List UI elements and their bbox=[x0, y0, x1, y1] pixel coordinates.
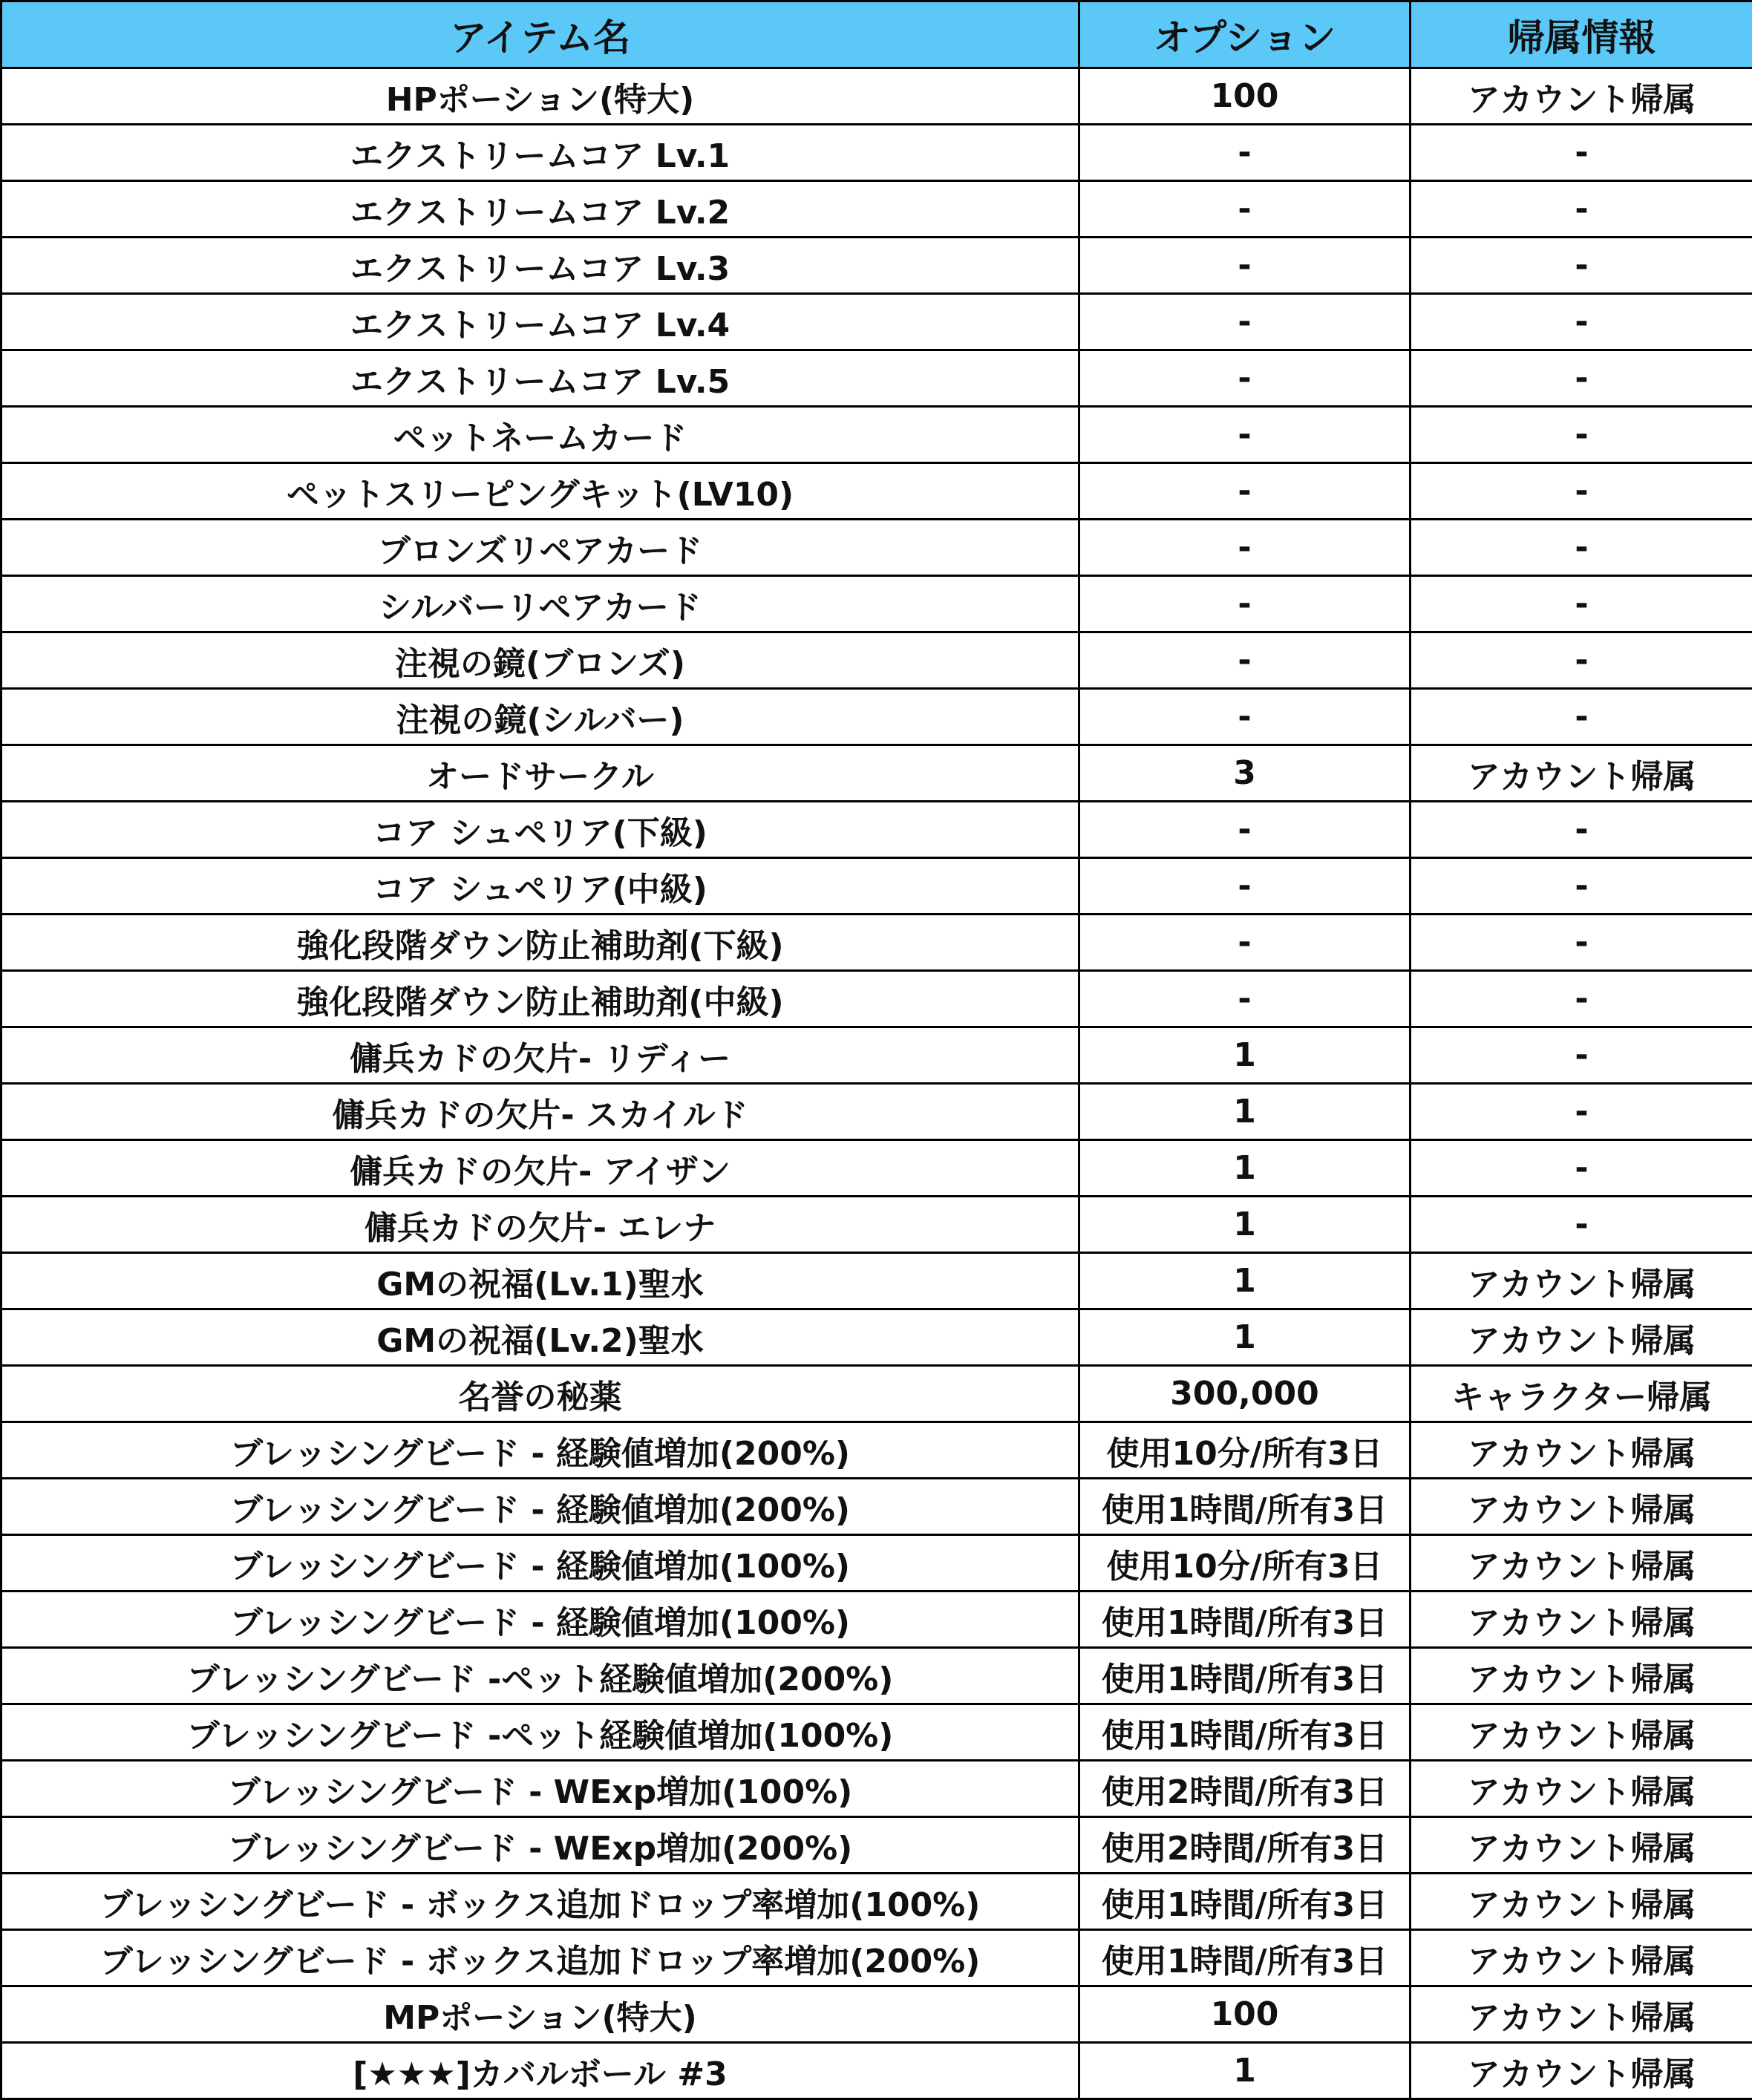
item-name-cell: ブレッシングビード - 経験値増加(200%) bbox=[1, 1479, 1079, 1535]
binding-cell: - bbox=[1411, 238, 1752, 294]
item-name-cell: シルバーリペアカード bbox=[1, 576, 1079, 632]
option-cell: 1 bbox=[1079, 1253, 1411, 1309]
option-cell: - bbox=[1079, 463, 1411, 520]
item-name-cell: ブレッシングビード - WExp増加(200%) bbox=[1, 1817, 1079, 1874]
table-row bbox=[1, 1140, 1752, 1197]
item-name-cell: 強化段階ダウン防止補助剤(中級) bbox=[1, 971, 1079, 1027]
item-name-cell: ブレッシングビード - 経験値増加(100%) bbox=[1, 1592, 1079, 1648]
option-cell: 1 bbox=[1079, 2043, 1411, 2099]
option-cell: 使用1時間/所有3日 bbox=[1079, 1704, 1411, 1761]
item-name-cell: GMの祝福(Lv.1)聖水 bbox=[1, 1253, 1079, 1309]
table-row bbox=[1, 1592, 1752, 1648]
binding-cell: アカウント帰属 bbox=[1411, 1761, 1752, 1817]
table-row bbox=[1, 1986, 1752, 2043]
table-row bbox=[1, 1817, 1752, 1874]
table-row bbox=[1, 1084, 1752, 1140]
binding-cell: アカウント帰属 bbox=[1411, 1874, 1752, 1930]
item-name-cell: ペットスリーピングキット(LV10) bbox=[1, 463, 1079, 520]
binding-cell: アカウント帰属 bbox=[1411, 1986, 1752, 2043]
binding-cell: キャラクター帰属 bbox=[1411, 1366, 1752, 1422]
table-row bbox=[1, 858, 1752, 915]
option-cell: - bbox=[1079, 632, 1411, 689]
item-name-cell: ブレッシングビード -ペット経験値増加(100%) bbox=[1, 1704, 1079, 1761]
header-row bbox=[1, 1, 1752, 68]
item-name-cell: 傭兵カドの欠片- スカイルド bbox=[1, 1084, 1079, 1140]
binding-cell: - bbox=[1411, 181, 1752, 238]
table-row bbox=[1, 1479, 1752, 1535]
table-row bbox=[1, 1761, 1752, 1817]
table-row bbox=[1, 350, 1752, 407]
binding-cell: アカウント帰属 bbox=[1411, 1817, 1752, 1874]
binding-cell: - bbox=[1411, 125, 1752, 181]
binding-cell: アカウント帰属 bbox=[1411, 2043, 1752, 2099]
binding-cell: アカウント帰属 bbox=[1411, 1253, 1752, 1309]
binding-cell: - bbox=[1411, 689, 1752, 745]
option-cell: 100 bbox=[1079, 68, 1411, 125]
item-name-cell: 傭兵カドの欠片- リディー bbox=[1, 1027, 1079, 1084]
option-cell: - bbox=[1079, 350, 1411, 407]
table-row bbox=[1, 1027, 1752, 1084]
header-binding: 帰属情報 bbox=[1411, 1, 1752, 68]
table-row bbox=[1, 689, 1752, 745]
table-row bbox=[1, 294, 1752, 350]
header-option: オプション bbox=[1079, 1, 1411, 68]
binding-cell: アカウント帰属 bbox=[1411, 68, 1752, 125]
item-name-cell: エクストリームコア Lv.5 bbox=[1, 350, 1079, 407]
option-cell: 100 bbox=[1079, 1986, 1411, 2043]
option-cell: 1 bbox=[1079, 1140, 1411, 1197]
table-row bbox=[1, 1366, 1752, 1422]
table-row bbox=[1, 1253, 1752, 1309]
binding-cell: - bbox=[1411, 802, 1752, 858]
item-name-cell: オードサークル bbox=[1, 745, 1079, 802]
item-name-cell: エクストリームコア Lv.3 bbox=[1, 238, 1079, 294]
binding-cell: - bbox=[1411, 632, 1752, 689]
item-name-cell: ブレッシングビード - ボックス追加ドロップ率増加(200%) bbox=[1, 1930, 1079, 1986]
table-row bbox=[1, 971, 1752, 1027]
item-name-cell: ブレッシングビード -ペット経験値増加(200%) bbox=[1, 1648, 1079, 1704]
option-cell: - bbox=[1079, 576, 1411, 632]
item-name-cell: [★★★]カバルボール #3 bbox=[1, 2043, 1079, 2099]
binding-cell: アカウント帰属 bbox=[1411, 1648, 1752, 1704]
option-cell: 使用10分/所有3日 bbox=[1079, 1535, 1411, 1592]
option-cell: 1 bbox=[1079, 1309, 1411, 1366]
table-row bbox=[1, 1648, 1752, 1704]
item-name-cell: エクストリームコア Lv.4 bbox=[1, 294, 1079, 350]
table-row bbox=[1, 802, 1752, 858]
option-cell: - bbox=[1079, 802, 1411, 858]
option-cell: 使用10分/所有3日 bbox=[1079, 1422, 1411, 1479]
table-row bbox=[1, 125, 1752, 181]
table-row bbox=[1, 2043, 1752, 2099]
item-name-cell: ブレッシングビード - ボックス追加ドロップ率増加(100%) bbox=[1, 1874, 1079, 1930]
header-item-name: アイテム名 bbox=[1, 1, 1079, 68]
item-name-cell: HPポーション(特大) bbox=[1, 68, 1079, 125]
binding-cell: アカウント帰属 bbox=[1411, 1309, 1752, 1366]
option-cell: - bbox=[1079, 858, 1411, 915]
binding-cell: - bbox=[1411, 1140, 1752, 1197]
binding-cell: - bbox=[1411, 520, 1752, 576]
table-row bbox=[1, 632, 1752, 689]
item-name-cell: コア シュペリア(下級) bbox=[1, 802, 1079, 858]
binding-cell: - bbox=[1411, 576, 1752, 632]
option-cell: - bbox=[1079, 294, 1411, 350]
binding-cell: - bbox=[1411, 407, 1752, 463]
option-cell: - bbox=[1079, 125, 1411, 181]
table-row bbox=[1, 1309, 1752, 1366]
item-name-cell: ブレッシングビード - 経験値増加(100%) bbox=[1, 1535, 1079, 1592]
item-name-cell: 注視の鏡(ブロンズ) bbox=[1, 632, 1079, 689]
option-cell: 300,000 bbox=[1079, 1366, 1411, 1422]
table-row bbox=[1, 181, 1752, 238]
binding-cell: - bbox=[1411, 1027, 1752, 1084]
item-name-cell: ブレッシングビード - 経験値増加(200%) bbox=[1, 1422, 1079, 1479]
option-cell: - bbox=[1079, 520, 1411, 576]
option-cell: 使用2時間/所有3日 bbox=[1079, 1761, 1411, 1817]
item-name-cell: 強化段階ダウン防止補助剤(下級) bbox=[1, 915, 1079, 971]
item-name-cell: ペットネームカード bbox=[1, 407, 1079, 463]
option-cell: 3 bbox=[1079, 745, 1411, 802]
option-cell: - bbox=[1079, 689, 1411, 745]
table-row bbox=[1, 463, 1752, 520]
option-cell: 使用1時間/所有3日 bbox=[1079, 1930, 1411, 1986]
item-name-cell: 傭兵カドの欠片- エレナ bbox=[1, 1197, 1079, 1253]
option-cell: 使用1時間/所有3日 bbox=[1079, 1592, 1411, 1648]
item-name-cell: エクストリームコア Lv.1 bbox=[1, 125, 1079, 181]
item-name-cell: コア シュペリア(中級) bbox=[1, 858, 1079, 915]
binding-cell: - bbox=[1411, 971, 1752, 1027]
item-name-cell: ブレッシングビード - WExp増加(100%) bbox=[1, 1761, 1079, 1817]
binding-cell: - bbox=[1411, 915, 1752, 971]
option-cell: 使用1時間/所有3日 bbox=[1079, 1479, 1411, 1535]
binding-cell: アカウント帰属 bbox=[1411, 745, 1752, 802]
binding-cell: - bbox=[1411, 1197, 1752, 1253]
table-row bbox=[1, 238, 1752, 294]
item-name-cell: MPポーション(特大) bbox=[1, 1986, 1079, 2043]
option-cell: - bbox=[1079, 181, 1411, 238]
table-row bbox=[1, 68, 1752, 125]
table-row bbox=[1, 1535, 1752, 1592]
binding-cell: アカウント帰属 bbox=[1411, 1704, 1752, 1761]
table-body bbox=[1, 68, 1752, 2099]
option-cell: - bbox=[1079, 971, 1411, 1027]
option-cell: - bbox=[1079, 915, 1411, 971]
binding-cell: - bbox=[1411, 858, 1752, 915]
binding-cell: アカウント帰属 bbox=[1411, 1592, 1752, 1648]
option-cell: 使用1時間/所有3日 bbox=[1079, 1874, 1411, 1930]
item-name-cell: 注視の鏡(シルバー) bbox=[1, 689, 1079, 745]
table-row bbox=[1, 745, 1752, 802]
table-row bbox=[1, 1930, 1752, 1986]
option-cell: - bbox=[1079, 407, 1411, 463]
item-name-cell: エクストリームコア Lv.2 bbox=[1, 181, 1079, 238]
item-name-cell: GMの祝福(Lv.2)聖水 bbox=[1, 1309, 1079, 1366]
table-row bbox=[1, 1197, 1752, 1253]
option-cell: 使用2時間/所有3日 bbox=[1079, 1817, 1411, 1874]
table-row bbox=[1, 520, 1752, 576]
item-name-cell: 名誉の秘薬 bbox=[1, 1366, 1079, 1422]
option-cell: 1 bbox=[1079, 1084, 1411, 1140]
binding-cell: - bbox=[1411, 294, 1752, 350]
table-row bbox=[1, 407, 1752, 463]
table-row bbox=[1, 1704, 1752, 1761]
table-row bbox=[1, 1874, 1752, 1930]
binding-cell: - bbox=[1411, 463, 1752, 520]
item-name-cell: ブロンズリペアカード bbox=[1, 520, 1079, 576]
option-cell: 使用1時間/所有3日 bbox=[1079, 1648, 1411, 1704]
table-row bbox=[1, 576, 1752, 632]
binding-cell: アカウント帰属 bbox=[1411, 1535, 1752, 1592]
binding-cell: アカウント帰属 bbox=[1411, 1422, 1752, 1479]
binding-cell: アカウント帰属 bbox=[1411, 1930, 1752, 1986]
table-row bbox=[1, 915, 1752, 971]
option-cell: - bbox=[1079, 238, 1411, 294]
option-cell: 1 bbox=[1079, 1027, 1411, 1084]
binding-cell: - bbox=[1411, 1084, 1752, 1140]
binding-cell: - bbox=[1411, 350, 1752, 407]
binding-cell: アカウント帰属 bbox=[1411, 1479, 1752, 1535]
table-row bbox=[1, 1422, 1752, 1479]
item-name-cell: 傭兵カドの欠片- アイザン bbox=[1, 1140, 1079, 1197]
option-cell: 1 bbox=[1079, 1197, 1411, 1253]
